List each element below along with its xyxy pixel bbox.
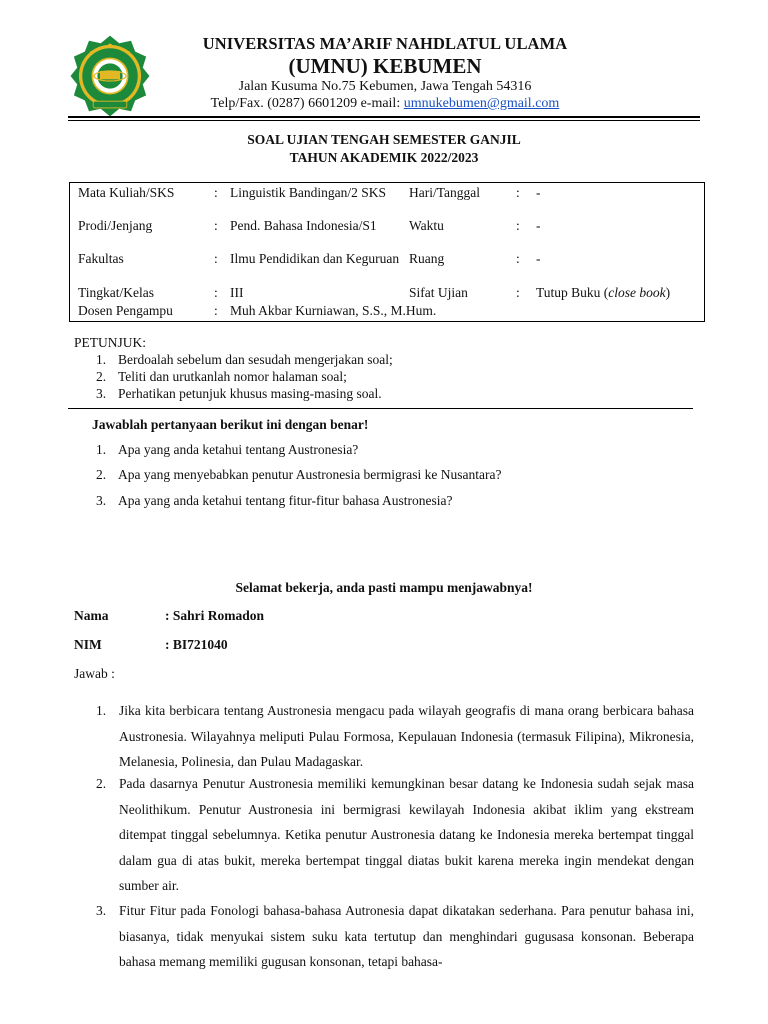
- nim-value: : BI721040: [165, 637, 228, 652]
- instruction-item: [96, 352, 393, 368]
- question-text: Apa yang anda ketahui tentang fitur-fitur bahasa Austronesia?: [118, 493, 453, 508]
- instruction-number: 1.: [96, 352, 107, 367]
- answer-text: Fitur Fitur pada Fonologi bahasa-bahasa Autronesia dapat dikatakan sederhana. Para penutur bahasa ini, biasanya, tidak menyukai sistem suku kata tertutup dan menghindari gugusasa konsonan. Beberapa bahasa memang memiliki gugusan konsonan, tetapi bahasa-: [119, 903, 694, 969]
- answer-item: [96, 898, 694, 975]
- questions-heading: Jawablah pertanyaan berikut ini dengan benar!: [92, 417, 369, 432]
- answer-item: [96, 771, 694, 899]
- question-number: 2.: [96, 467, 107, 482]
- instruction-number: 3.: [96, 386, 107, 401]
- exam-info-table: [69, 182, 705, 322]
- name-label: Nama: [74, 608, 109, 623]
- colon: :: [214, 185, 218, 200]
- answer-number: 3.: [96, 903, 107, 918]
- question-item: [96, 442, 358, 458]
- level-label: Tingkat/Kelas: [78, 285, 155, 300]
- section-divider: [68, 408, 693, 409]
- exam-nature-value: [536, 285, 711, 301]
- closing-message: Selamat bekerja, anda pasti mampu menjawabnya!: [235, 580, 533, 595]
- letterhead-divider-thin: [68, 120, 700, 121]
- exam-nature-main: Tutup Buku (: [536, 285, 609, 300]
- instructions-label: PETUNJUK:: [74, 335, 147, 350]
- instruction-text: Berdoalah sebelum dan sesudah mengerjakan soal;: [118, 352, 393, 367]
- course-value: Linguistik Bandingan/2 SKS: [230, 185, 387, 200]
- answer-item: [96, 698, 694, 775]
- exam-nature-italic: close book: [608, 285, 666, 300]
- question-item: [96, 493, 453, 509]
- instruction-number: 2.: [96, 369, 107, 384]
- university-contact: [160, 96, 610, 112]
- question-item: [96, 467, 502, 483]
- day-value: -: [536, 185, 541, 200]
- faculty-label: Fakultas: [78, 251, 124, 266]
- question-number: 3.: [96, 493, 107, 508]
- contact-phone: Telp/Fax. (0287) 6601209 e-mail:: [210, 96, 404, 111]
- colon: :: [214, 303, 218, 318]
- name-value: : Sahri Romadon: [165, 608, 265, 623]
- lecturer-label: Dosen Pengampu: [78, 303, 173, 318]
- room-value: -: [536, 251, 541, 266]
- university-name: UNIVERSITAS MA’ARIF NAHDLATUL ULAMA: [202, 34, 568, 53]
- answer-text: Pada dasarnya Penutur Austronesia memiliki kemungkinan besar datang ke Indonesia sudah sejak masa Neolithikum. Penutur Austronesia ini bermigrasi kewilayah Indonesia akibat iklim yang ekstream ditempat tinggal sebelumnya. Ketika penutur Austronesia datang ke Indonesia mereka bertempat tinggal dalam gua di atas bukit, mereka bertempat tinggal diatas bukit karena mereka ingin mendekat dengan sumber air.: [119, 776, 694, 893]
- answer-label: Jawab :: [74, 666, 115, 681]
- lecturer-value: Muh Akbar Kurniawan, S.S., M.Hum.: [230, 303, 437, 318]
- university-logo: [68, 34, 152, 118]
- answer-number: 2.: [96, 776, 107, 791]
- answer-text: Jika kita berbicara tentang Austronesia mengacu pada wilayah geografis di mana orang berbicara bahasa Austronesia. Wilayahnya meliputi Pulau Formosa, Kepulauan Indonesia (termasuk Filipina), Mikronesia, Melanesia, Polinesia, dan Pulau Madagaskar.: [119, 703, 694, 769]
- room-label: Ruang: [409, 251, 445, 266]
- instruction-text: Perhatikan petunjuk khusus masing-masing soal.: [118, 386, 382, 401]
- instruction-item: [96, 369, 347, 385]
- colon: :: [214, 251, 218, 266]
- exam-nature-label: Sifat Ujian: [409, 285, 468, 300]
- colon: :: [516, 251, 520, 266]
- time-value: -: [536, 218, 541, 233]
- course-label: Mata Kuliah/SKS: [78, 185, 175, 200]
- email-link[interactable]: umnukebumen@gmail.com: [403, 96, 560, 111]
- question-number: 1.: [96, 442, 107, 457]
- exam-nature-end: ): [665, 285, 671, 300]
- exam-academic-year: TAHUN AKADEMIK 2022/2023: [289, 150, 479, 165]
- colon: :: [516, 285, 520, 300]
- answer-number: 1.: [96, 703, 107, 718]
- colon: :: [516, 185, 520, 200]
- instruction-text: Teliti dan urutkanlah nomor halaman soal;: [118, 369, 347, 384]
- day-label: Hari/Tanggal: [409, 185, 481, 200]
- colon: :: [516, 218, 520, 233]
- question-text: Apa yang anda ketahui tentang Austronesia?: [118, 442, 359, 457]
- university-address: Jalan Kusuma No.75 Kebumen, Jawa Tengah 54316: [238, 79, 532, 94]
- colon: :: [214, 218, 218, 233]
- program-label: Prodi/Jenjang: [78, 218, 153, 233]
- university-abbreviation: (UMNU) KEBUMEN: [288, 54, 482, 78]
- colon: :: [214, 285, 218, 300]
- instruction-item: [96, 386, 382, 402]
- time-label: Waktu: [409, 218, 444, 233]
- letterhead-divider: [68, 116, 700, 118]
- exam-title: SOAL UJIAN TENGAH SEMESTER GANJIL: [247, 132, 521, 147]
- faculty-value: Ilmu Pendidikan dan Keguruan: [230, 251, 400, 266]
- question-text: Apa yang menyebabkan penutur Austronesia bermigrasi ke Nusantara?: [118, 467, 502, 482]
- program-value: Pend. Bahasa Indonesia/S1: [230, 218, 377, 233]
- level-value: III: [230, 285, 244, 300]
- nim-label: NIM: [74, 637, 102, 652]
